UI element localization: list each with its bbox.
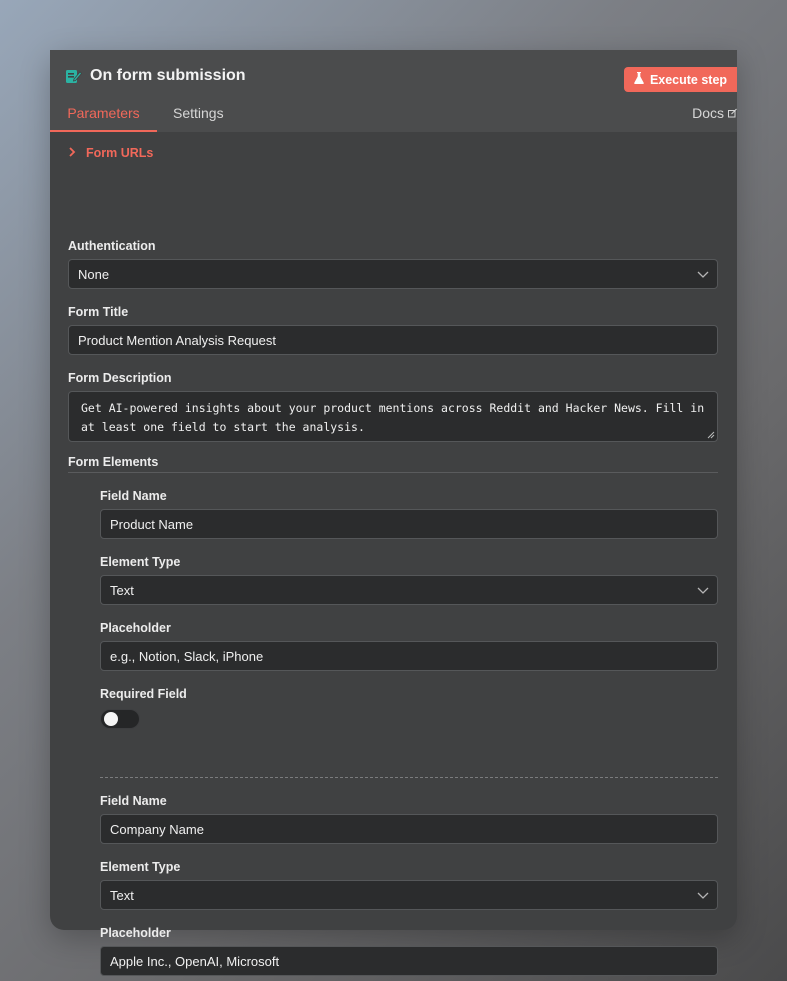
chevron-right-icon <box>68 146 76 160</box>
element-separator <box>100 777 718 778</box>
form-title-label: Form Title <box>68 305 129 319</box>
tab-settings[interactable]: Settings <box>173 105 224 121</box>
node-panel <box>50 50 737 969</box>
element-type-label: Element Type <box>100 860 181 874</box>
field-name-input[interactable] <box>100 509 718 539</box>
authentication-select[interactable] <box>68 259 718 289</box>
placeholder-input[interactable] <box>100 641 718 671</box>
chevron-down-icon <box>697 268 709 280</box>
flask-icon <box>634 72 644 87</box>
chevron-down-icon <box>697 584 709 596</box>
required-field-toggle[interactable] <box>100 709 140 729</box>
element-type-value: Text <box>110 887 134 903</box>
placeholder-input[interactable] <box>100 946 718 976</box>
toggle-knob <box>104 712 118 726</box>
tab-bar <box>50 105 737 132</box>
form-description-label: Form Description <box>68 371 172 385</box>
placeholder-value: Apple Inc., OpenAI, Microsoft <box>110 953 280 969</box>
placeholder-value: e.g., Notion, Slack, iPhone <box>110 648 264 664</box>
authentication-value: None <box>78 266 110 282</box>
element-type-select[interactable] <box>100 575 718 605</box>
field-name-label: Field Name <box>100 794 167 808</box>
tab-parameters[interactable]: Parameters <box>50 105 157 132</box>
placeholder-label: Placeholder <box>100 621 171 635</box>
form-urls-toggle[interactable] <box>68 146 153 160</box>
required-field-label: Required Field <box>100 687 187 701</box>
element-type-value: Text <box>110 582 134 598</box>
field-name-input[interactable] <box>100 814 718 844</box>
form-edit-icon <box>64 67 82 85</box>
element-type-select[interactable] <box>100 880 718 910</box>
form-urls-label: Form URLs <box>86 146 154 160</box>
external-link-icon <box>728 105 737 132</box>
form-title-input[interactable] <box>68 325 718 355</box>
parameters-content <box>50 132 737 969</box>
node-title: On form submission <box>90 67 246 84</box>
form-description-textarea[interactable] <box>68 391 718 442</box>
placeholder-label: Placeholder <box>100 926 171 940</box>
field-name-label: Field Name <box>100 489 167 503</box>
resize-handle-icon[interactable] <box>707 431 715 439</box>
form-elements-label: Form Elements <box>68 455 159 469</box>
form-title-value: Product Mention Analysis Request <box>78 332 276 348</box>
docs-link[interactable] <box>692 105 737 132</box>
execute-step-button[interactable] <box>624 67 737 92</box>
field-name-value: Company Name <box>110 821 204 837</box>
panel-header <box>50 50 737 132</box>
divider <box>68 472 718 473</box>
execute-step-label: Execute step <box>649 72 728 87</box>
authentication-label: Authentication <box>68 239 156 253</box>
form-description-value: Get AI-powered insights about your product mentions across Reddit and Hacker News. Fill in at least one field to start the analysis. <box>81 401 705 434</box>
title-row <box>64 67 246 85</box>
element-type-label: Element Type <box>100 555 181 569</box>
chevron-down-icon <box>697 889 709 901</box>
docs-label: Docs <box>692 105 724 121</box>
field-name-value: Product Name <box>110 516 194 532</box>
